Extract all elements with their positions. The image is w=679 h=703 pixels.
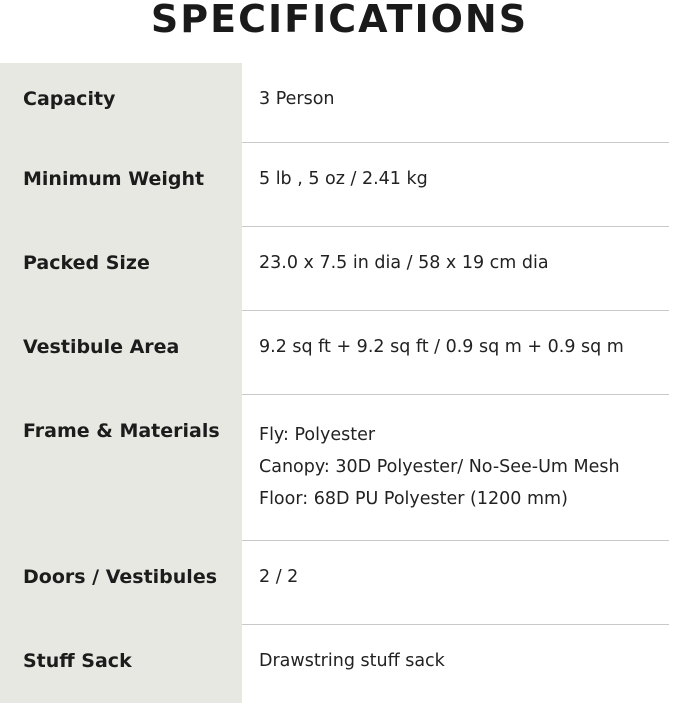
- spec-label: Stuff Sack: [23, 650, 132, 672]
- spec-value-line: Floor: 68D PU Polyester (1200 mm): [259, 489, 568, 509]
- spec-value: [259, 167, 428, 191]
- spec-label: Minimum Weight: [23, 168, 205, 190]
- spec-label: Packed Size: [23, 252, 150, 274]
- spec-label: Frame & Materials: [23, 420, 220, 442]
- spec-label: Doors / Vestibules: [23, 566, 218, 588]
- spec-value-line: 23.0 x 7.5 in dia / 58 x 19 cm dia: [259, 253, 549, 273]
- spec-label: Vestibule Area: [23, 336, 180, 358]
- spec-row-stuff-sack: [0, 625, 679, 703]
- spec-row-minimum-weight: [0, 143, 679, 227]
- spec-value: [259, 251, 549, 275]
- spec-value: [259, 565, 298, 589]
- spec-value: [259, 87, 335, 111]
- spec-value-line: 5 lb , 5 oz / 2.41 kg: [259, 169, 428, 189]
- spec-table: [0, 63, 679, 703]
- spec-row-frame-materials: [0, 395, 679, 541]
- page-title: SPECIFICATIONS: [150, 0, 529, 41]
- spec-value-line: 3 Person: [259, 89, 335, 109]
- spec-value: [259, 419, 620, 515]
- spec-value: [259, 335, 624, 359]
- spec-value-line: Drawstring stuff sack: [259, 651, 445, 671]
- spec-value-line: Canopy: 30D Polyester/ No-See-Um Mesh: [259, 457, 620, 477]
- spec-row-doors-vestibules: [0, 541, 679, 625]
- spec-row-vestibule-area: [0, 311, 679, 395]
- spec-value-line: 2 / 2: [259, 567, 299, 587]
- spec-value-line: 9.2 sq ft + 9.2 sq ft / 0.9 sq m + 0.9 sq m: [259, 337, 624, 357]
- spec-row-packed-size: [0, 227, 679, 311]
- spec-value-line: Fly: Polyester: [259, 425, 376, 445]
- spec-row-capacity: [0, 63, 679, 143]
- spec-value: [259, 649, 445, 673]
- spec-label: Capacity: [23, 88, 116, 110]
